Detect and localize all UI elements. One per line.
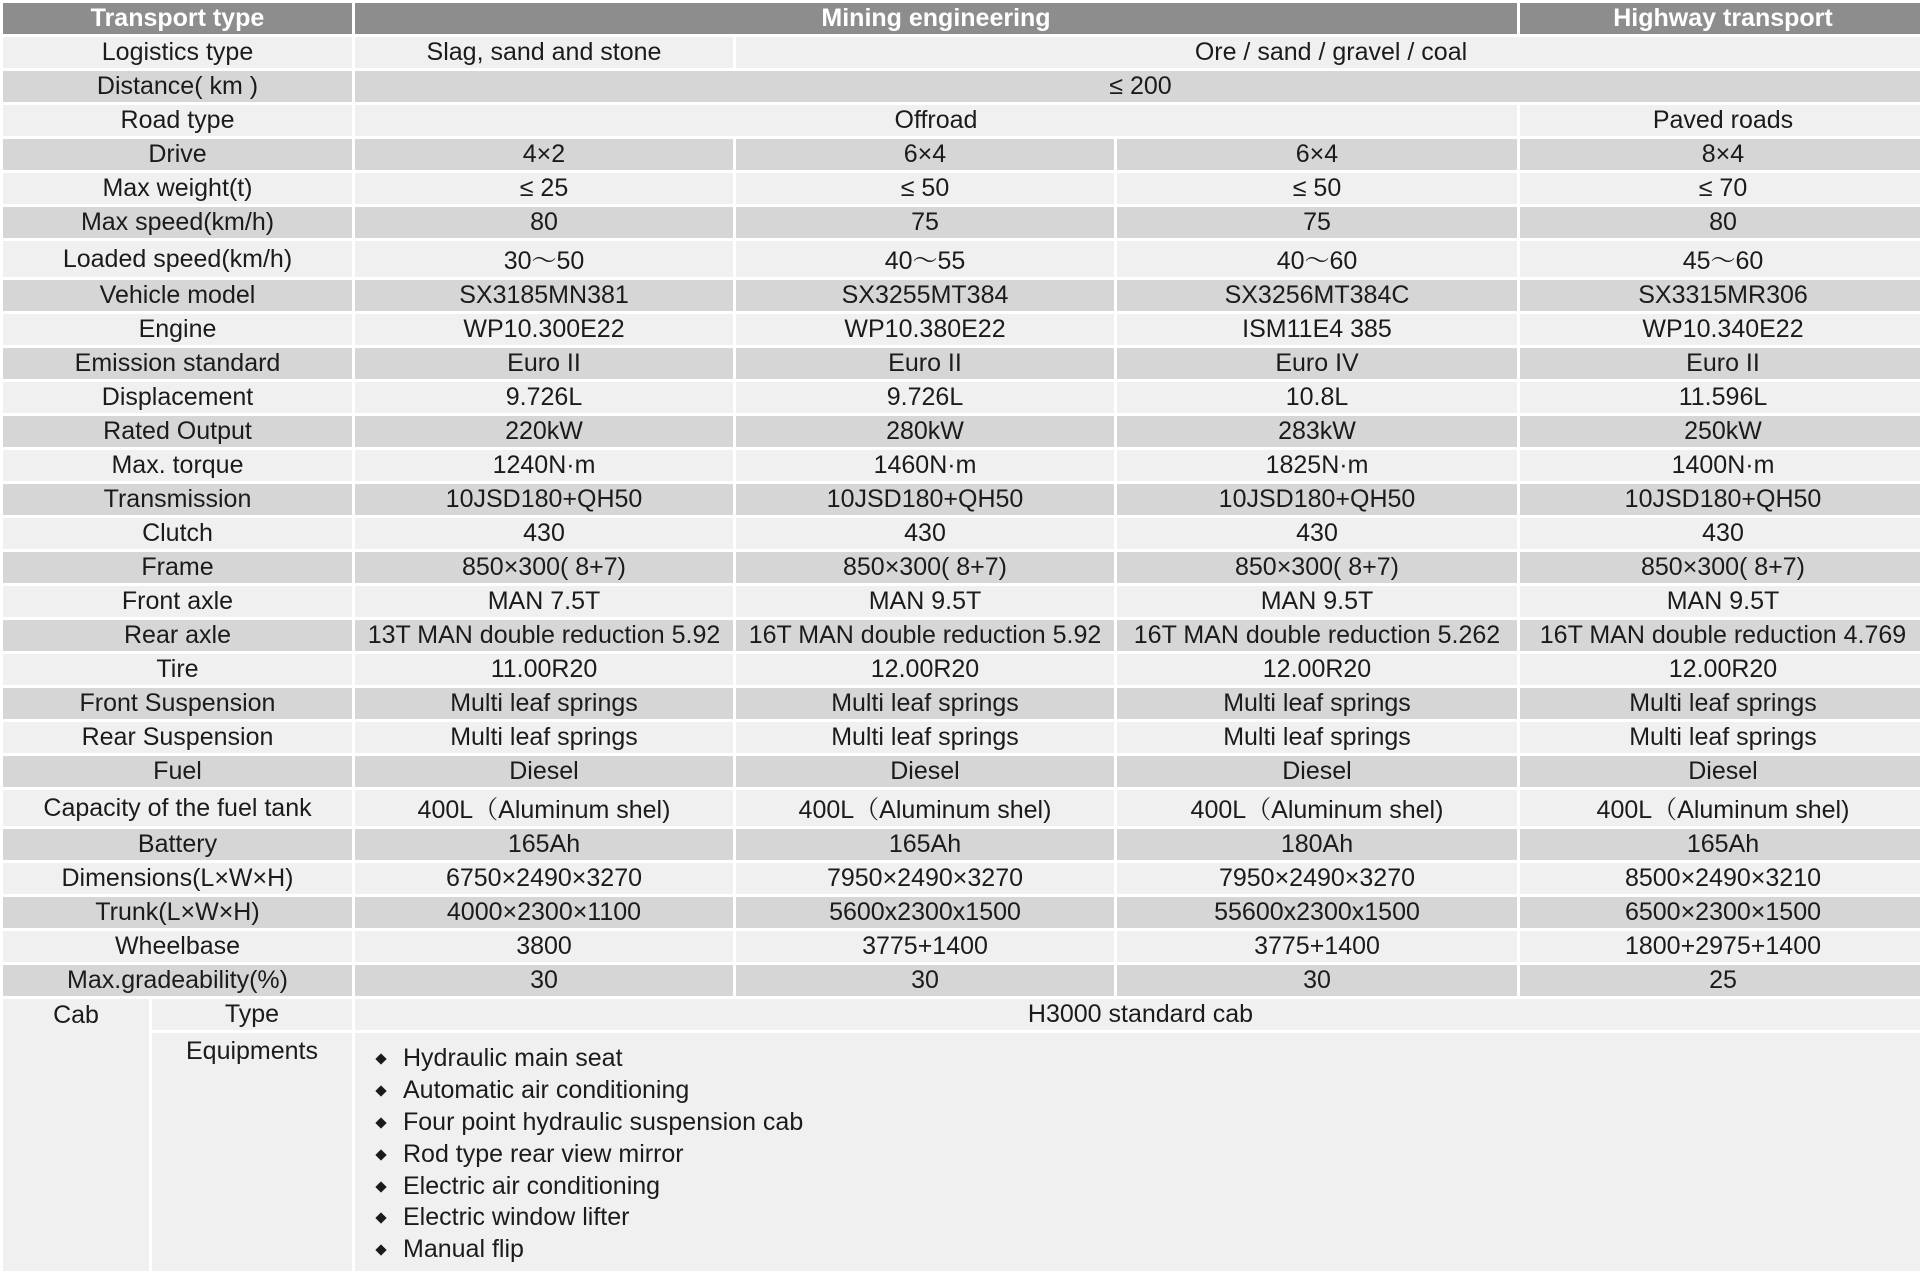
spec-value: 7950×2490×3270 xyxy=(736,863,1114,894)
spec-value: 430 xyxy=(736,518,1114,549)
cab-type-value: H3000 standard cab xyxy=(355,999,1920,1030)
diamond-bullet-icon xyxy=(375,1213,386,1224)
row-label: Rear Suspension xyxy=(3,722,352,753)
spec-value: 1460N·m xyxy=(736,450,1114,481)
spec-value: Multi leaf springs xyxy=(355,722,733,753)
equipments-label: Equipments xyxy=(152,1033,352,1271)
spec-value: 283kW xyxy=(1117,416,1517,447)
table-row xyxy=(3,863,1920,894)
spec-value: Multi leaf springs xyxy=(355,688,733,719)
spec-value: 12.00R20 xyxy=(1520,654,1920,685)
transport-type-header: Transport type xyxy=(3,3,352,34)
spec-value: 9.726L xyxy=(736,382,1114,413)
spec-value: Multi leaf springs xyxy=(1117,722,1517,753)
row-label: Max. torque xyxy=(3,450,352,481)
diamond-bullet-icon xyxy=(375,1085,386,1096)
spec-value: 165Ah xyxy=(736,829,1114,860)
row-label: Max weight(t) xyxy=(3,173,352,204)
row-label: Emission standard xyxy=(3,348,352,379)
highway-transport-header: Highway transport xyxy=(1520,3,1920,34)
table-row xyxy=(3,207,1920,238)
spec-value: Diesel xyxy=(1117,756,1517,787)
table-row xyxy=(3,416,1920,447)
diamond-bullet-icon xyxy=(375,1245,386,1256)
spec-value: Euro II xyxy=(355,348,733,379)
spec-value: 400L（Aluminum shel) xyxy=(736,790,1114,826)
spec-value: Euro IV xyxy=(1117,348,1517,379)
spec-value: 850×300( 8+7) xyxy=(1520,552,1920,583)
spec-value: 6500×2300×1500 xyxy=(1520,897,1920,928)
table-row xyxy=(3,965,1920,996)
spec-value: WP10.380E22 xyxy=(736,314,1114,345)
spec-value: 280kW xyxy=(736,416,1114,447)
row-label: Wheelbase xyxy=(3,931,352,962)
equipment-text: Hydraulic main seat xyxy=(403,1044,623,1072)
row-label: Rated Output xyxy=(3,416,352,447)
row-label: Max.gradeability(%) xyxy=(3,965,352,996)
row-label: Front Suspension xyxy=(3,688,352,719)
table-row xyxy=(3,450,1920,481)
equipment-text: Manual flip xyxy=(403,1235,524,1264)
diamond-bullet-icon xyxy=(375,1181,386,1192)
spec-value: Euro II xyxy=(736,348,1114,379)
spec-value: Multi leaf springs xyxy=(736,688,1114,719)
spec-value: 13T MAN double reduction 5.92 xyxy=(355,620,733,651)
spec-value: 11.00R20 xyxy=(355,654,733,685)
spec-value: 10JSD180+QH50 xyxy=(736,484,1114,515)
spec-value: 5600x2300x1500 xyxy=(736,897,1114,928)
table-row xyxy=(3,897,1920,928)
equipment-item xyxy=(377,1107,1920,1139)
spec-value: Diesel xyxy=(736,756,1114,787)
equipment-item xyxy=(377,1075,1920,1107)
table-row xyxy=(3,756,1920,787)
spec-value: WP10.340E22 xyxy=(1520,314,1920,345)
spec-value: 80 xyxy=(1520,207,1920,238)
spec-value: MAN 7.5T xyxy=(355,586,733,617)
spec-value: Diesel xyxy=(1520,756,1920,787)
table-row xyxy=(3,829,1920,860)
table-row xyxy=(3,654,1920,685)
equipment-item xyxy=(377,1234,1920,1266)
spec-value: Multi leaf springs xyxy=(1520,722,1920,753)
spec-value: 75 xyxy=(736,207,1114,238)
spec-value: ≤ 50 xyxy=(1117,173,1517,204)
spec-value: 12.00R20 xyxy=(736,654,1114,685)
equipment-item xyxy=(377,1043,1920,1075)
logistics-label: Logistics type xyxy=(3,37,352,68)
road-row xyxy=(3,105,1920,136)
spec-value: 9.726L xyxy=(355,382,733,413)
logistics-slag: Slag, sand and stone xyxy=(355,37,733,68)
spec-value: ≤ 25 xyxy=(355,173,733,204)
equipment-text: Electric air conditioning xyxy=(403,1171,661,1200)
spec-value: 430 xyxy=(355,518,733,549)
equipment-text: Rod type rear view mirror xyxy=(403,1139,684,1168)
row-label: Engine xyxy=(3,314,352,345)
table-row xyxy=(3,931,1920,962)
spec-value: 10JSD180+QH50 xyxy=(1520,484,1920,515)
spec-value: 6×4 xyxy=(1117,139,1517,170)
spec-value: 3775+1400 xyxy=(736,931,1114,962)
diamond-bullet-icon xyxy=(375,1117,386,1128)
spec-value: 400L（Aluminum shel) xyxy=(355,790,733,826)
spec-value: 850×300( 8+7) xyxy=(355,552,733,583)
table-row xyxy=(3,552,1920,583)
spec-value: 3775+1400 xyxy=(1117,931,1517,962)
equipment-text: Automatic air conditioning xyxy=(403,1075,690,1104)
row-label: Vehicle model xyxy=(3,280,352,311)
table-row xyxy=(3,382,1920,413)
table-row xyxy=(3,518,1920,549)
spec-value: 165Ah xyxy=(1520,829,1920,860)
spec-value: 6750×2490×3270 xyxy=(355,863,733,894)
spec-value: 1400N·m xyxy=(1520,450,1920,481)
spec-value: 75 xyxy=(1117,207,1517,238)
spec-value: 40～60 xyxy=(1117,241,1517,277)
equipment-item xyxy=(377,1202,1920,1234)
spec-value: SX3315MR306 xyxy=(1520,280,1920,311)
table-row xyxy=(3,348,1920,379)
spec-value: 30～50 xyxy=(355,241,733,277)
spec-value: 10.8L xyxy=(1117,382,1517,413)
distance-value: ≤ 200 xyxy=(355,71,1920,102)
row-label: Fuel xyxy=(3,756,352,787)
spec-value: 1240N·m xyxy=(355,450,733,481)
spec-value: ISM11E4 385 xyxy=(1117,314,1517,345)
cab-label: Cab xyxy=(3,999,149,1271)
spec-value: WP10.300E22 xyxy=(355,314,733,345)
spec-value: 30 xyxy=(1117,965,1517,996)
spec-value: Multi leaf springs xyxy=(1520,688,1920,719)
spec-value: 8×4 xyxy=(1520,139,1920,170)
row-label: Capacity of the fuel tank xyxy=(3,790,352,826)
row-label: Front axle xyxy=(3,586,352,617)
spec-value: 3800 xyxy=(355,931,733,962)
equipment-bullets xyxy=(355,1043,1920,1266)
spec-value: 40～55 xyxy=(736,241,1114,277)
spec-value: 1825N·m xyxy=(1117,450,1517,481)
spec-value: 165Ah xyxy=(355,829,733,860)
spec-value: 11.596L xyxy=(1520,382,1920,413)
table-row xyxy=(3,280,1920,311)
row-label: Drive xyxy=(3,139,352,170)
row-label: Transmission xyxy=(3,484,352,515)
table-row xyxy=(3,139,1920,170)
road-label: Road type xyxy=(3,105,352,136)
spec-value: 16T MAN double reduction 5.262 xyxy=(1117,620,1517,651)
spec-value: 400L（Aluminum shel) xyxy=(1117,790,1517,826)
row-label: Rear axle xyxy=(3,620,352,651)
equipment-text: Electric window lifter xyxy=(403,1203,630,1232)
spec-value: 1800+2975+1400 xyxy=(1520,931,1920,962)
spec-value: SX3256MT384C xyxy=(1117,280,1517,311)
row-label: Frame xyxy=(3,552,352,583)
row-label: Clutch xyxy=(3,518,352,549)
row-label: Displacement xyxy=(3,382,352,413)
equipment-text: Four point hydraulic suspension cab xyxy=(403,1107,804,1136)
row-label: Loaded speed(km/h) xyxy=(3,241,352,277)
row-label: Tire xyxy=(3,654,352,685)
spec-value: 30 xyxy=(355,965,733,996)
spec-value: 850×300( 8+7) xyxy=(1117,552,1517,583)
spec-value: SX3255MT384 xyxy=(736,280,1114,311)
table-row xyxy=(3,173,1920,204)
spec-value: 6×4 xyxy=(736,139,1114,170)
row-label: Max speed(km/h) xyxy=(3,207,352,238)
table-row xyxy=(3,484,1920,515)
spec-value: ≤ 70 xyxy=(1520,173,1920,204)
cab-equipments-row xyxy=(3,1033,1920,1271)
diamond-bullet-icon xyxy=(375,1149,386,1160)
cab-type-row xyxy=(3,999,1920,1030)
spec-value: Multi leaf springs xyxy=(1117,688,1517,719)
spec-value: 8500×2490×3210 xyxy=(1520,863,1920,894)
spec-value: 7950×2490×3270 xyxy=(1117,863,1517,894)
cab-type-label: Type xyxy=(152,999,352,1030)
table-row xyxy=(3,241,1920,277)
logistics-ore: Ore / sand / gravel / coal xyxy=(736,37,1920,68)
spec-value: 10JSD180+QH50 xyxy=(355,484,733,515)
table-row xyxy=(3,688,1920,719)
equipment-item xyxy=(377,1171,1920,1203)
row-label: Battery xyxy=(3,829,352,860)
distance-row xyxy=(3,71,1920,102)
spec-value: 10JSD180+QH50 xyxy=(1117,484,1517,515)
table-row xyxy=(3,620,1920,651)
equipments-list xyxy=(355,1033,1920,1271)
table-row xyxy=(3,586,1920,617)
spec-value: 30 xyxy=(736,965,1114,996)
spec-value: 16T MAN double reduction 4.769 xyxy=(1520,620,1920,651)
table-row xyxy=(3,790,1920,826)
spec-value: 430 xyxy=(1117,518,1517,549)
table-row xyxy=(3,314,1920,345)
spec-value: MAN 9.5T xyxy=(736,586,1114,617)
spec-value: 80 xyxy=(355,207,733,238)
spec-value: Euro II xyxy=(1520,348,1920,379)
spec-value: 12.00R20 xyxy=(1117,654,1517,685)
row-label: Trunk(L×W×H) xyxy=(3,897,352,928)
spec-value: 55600x2300x1500 xyxy=(1117,897,1517,928)
road-paved: Paved roads xyxy=(1520,105,1920,136)
spec-value: 430 xyxy=(1520,518,1920,549)
spec-value: 400L（Aluminum shel) xyxy=(1520,790,1920,826)
spec-value: 45～60 xyxy=(1520,241,1920,277)
road-offroad: Offroad xyxy=(355,105,1517,136)
equipment-item xyxy=(377,1139,1920,1171)
header-row xyxy=(3,3,1920,34)
spec-value: MAN 9.5T xyxy=(1117,586,1517,617)
spec-value: 16T MAN double reduction 5.92 xyxy=(736,620,1114,651)
spec-value: 250kW xyxy=(1520,416,1920,447)
logistics-row xyxy=(3,37,1920,68)
spec-value: ≤ 50 xyxy=(736,173,1114,204)
spec-value: Multi leaf springs xyxy=(736,722,1114,753)
distance-label: Distance( km ) xyxy=(3,71,352,102)
spec-value: 180Ah xyxy=(1117,829,1517,860)
spec-value: 4×2 xyxy=(355,139,733,170)
spec-value: 25 xyxy=(1520,965,1920,996)
spec-value: SX3185MN381 xyxy=(355,280,733,311)
spec-value: Diesel xyxy=(355,756,733,787)
diamond-bullet-icon xyxy=(375,1053,386,1064)
row-label: Dimensions(L×W×H) xyxy=(3,863,352,894)
spec-value: MAN 9.5T xyxy=(1520,586,1920,617)
spec-value: 4000×2300×1100 xyxy=(355,897,733,928)
table-row xyxy=(3,722,1920,753)
spec-value: 220kW xyxy=(355,416,733,447)
mining-engineering-header: Mining engineering xyxy=(355,3,1517,34)
spec-value: 850×300( 8+7) xyxy=(736,552,1114,583)
